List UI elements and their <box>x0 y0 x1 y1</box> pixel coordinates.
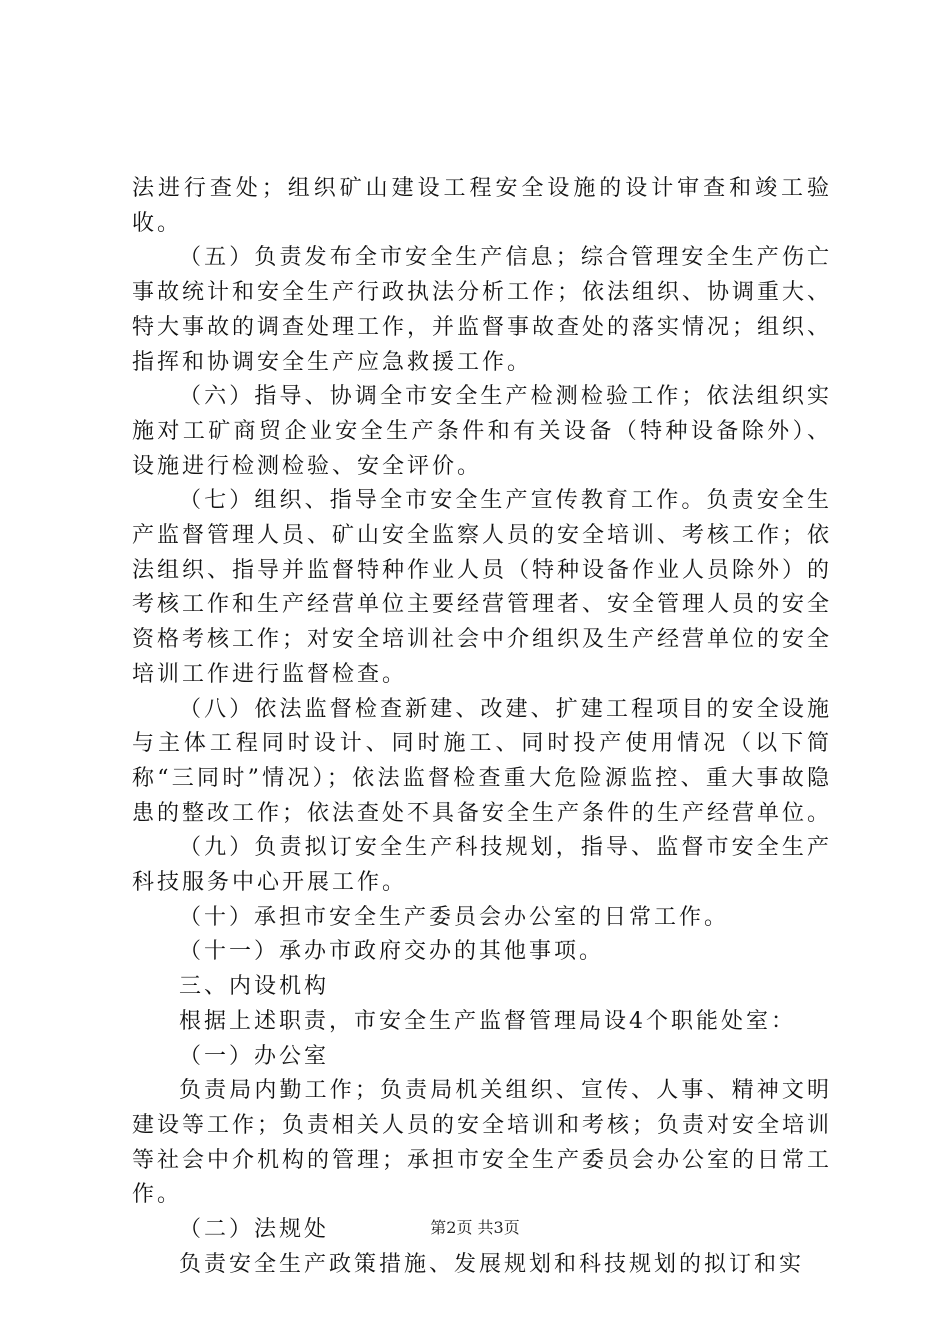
subheading-regulations: （二）法规处 <box>179 1217 330 1243</box>
paragraph-item-11: （十一）承办市政府交办的其他事项。 <box>179 939 605 965</box>
paragraph-item-8: （八）依法监督检查新建、改建、扩建工程项目的安全设施与主体工程同时设计、同时施工、同时投产使用情况（以下简称“三同时”情况）；依法监督检查重大危险源监控、重大事故隐患的整改工作；依法查处不具备安全生产条件的生产经营单位。 <box>132 696 833 826</box>
paragraph-regulations-duties: 负责安全生产政策措施、发展规划和科技规划的拟订和实 <box>179 1251 805 1277</box>
paragraph-structure-intro: 根据上述职责，市安全生产监督管理局设4个职能处室： <box>179 1008 796 1034</box>
paragraph-item-10: （十）承担市安全生产委员会办公室的日常工作。 <box>179 904 730 930</box>
paragraph-office-duties: 负责局内勤工作；负责局机关组织、宣传、人事、精神文明建设等工作；负责相关人员的安全培训和考核；负责对安全培训等社会中介机构的管理；承担市安全生产委员会办公室的日常工作。 <box>132 1078 833 1208</box>
paragraph-continuation: 法进行查处；组织矿山建设工程安全设施的设计审查和竣工验收。 <box>132 176 832 236</box>
paragraph-item-5: （五）负责发布全市安全生产信息；综合管理安全生产伤亡事故统计和安全生产行政执法分析工作；依法组织、协调重大、特大事故的调查处理工作，并监督事故查处的落实情况；组织、指挥和协调安全生产应急救援工作。 <box>132 245 833 375</box>
document-body <box>132 172 832 1283</box>
paragraph-item-9: （九）负责拟订安全生产科技规划，指导、监督市安全生产科技服务中心开展工作。 <box>132 835 832 896</box>
section-heading-internal-structure: 三、内设机构 <box>179 974 330 1000</box>
page-footer <box>0 1215 950 1238</box>
paragraph-item-6: （六）指导、协调全市安全生产检测检验工作；依法组织实施对工矿商贸企业安全生产条件和有关设备（特种设备除外）、设施进行检测检验、安全评价。 <box>132 384 832 479</box>
paragraph-item-7: （七）组织、指导全市安全生产宣传教育工作。负责安全生产监督管理人员、矿山安全监察人员的安全培训、考核工作；依法组织、指导并监督特种作业人员（特种设备作业人员除外）的考核工作和生产经营单位主要经营管理者、安全管理人员的安全资格考核工作；对安全培训社会中介组织及生产经营单位的安全培训工作进行监督检查。 <box>132 488 833 687</box>
subheading-office: （一）办公室 <box>179 1043 330 1069</box>
page-number-label: 第2页 共3页 <box>430 1218 520 1237</box>
